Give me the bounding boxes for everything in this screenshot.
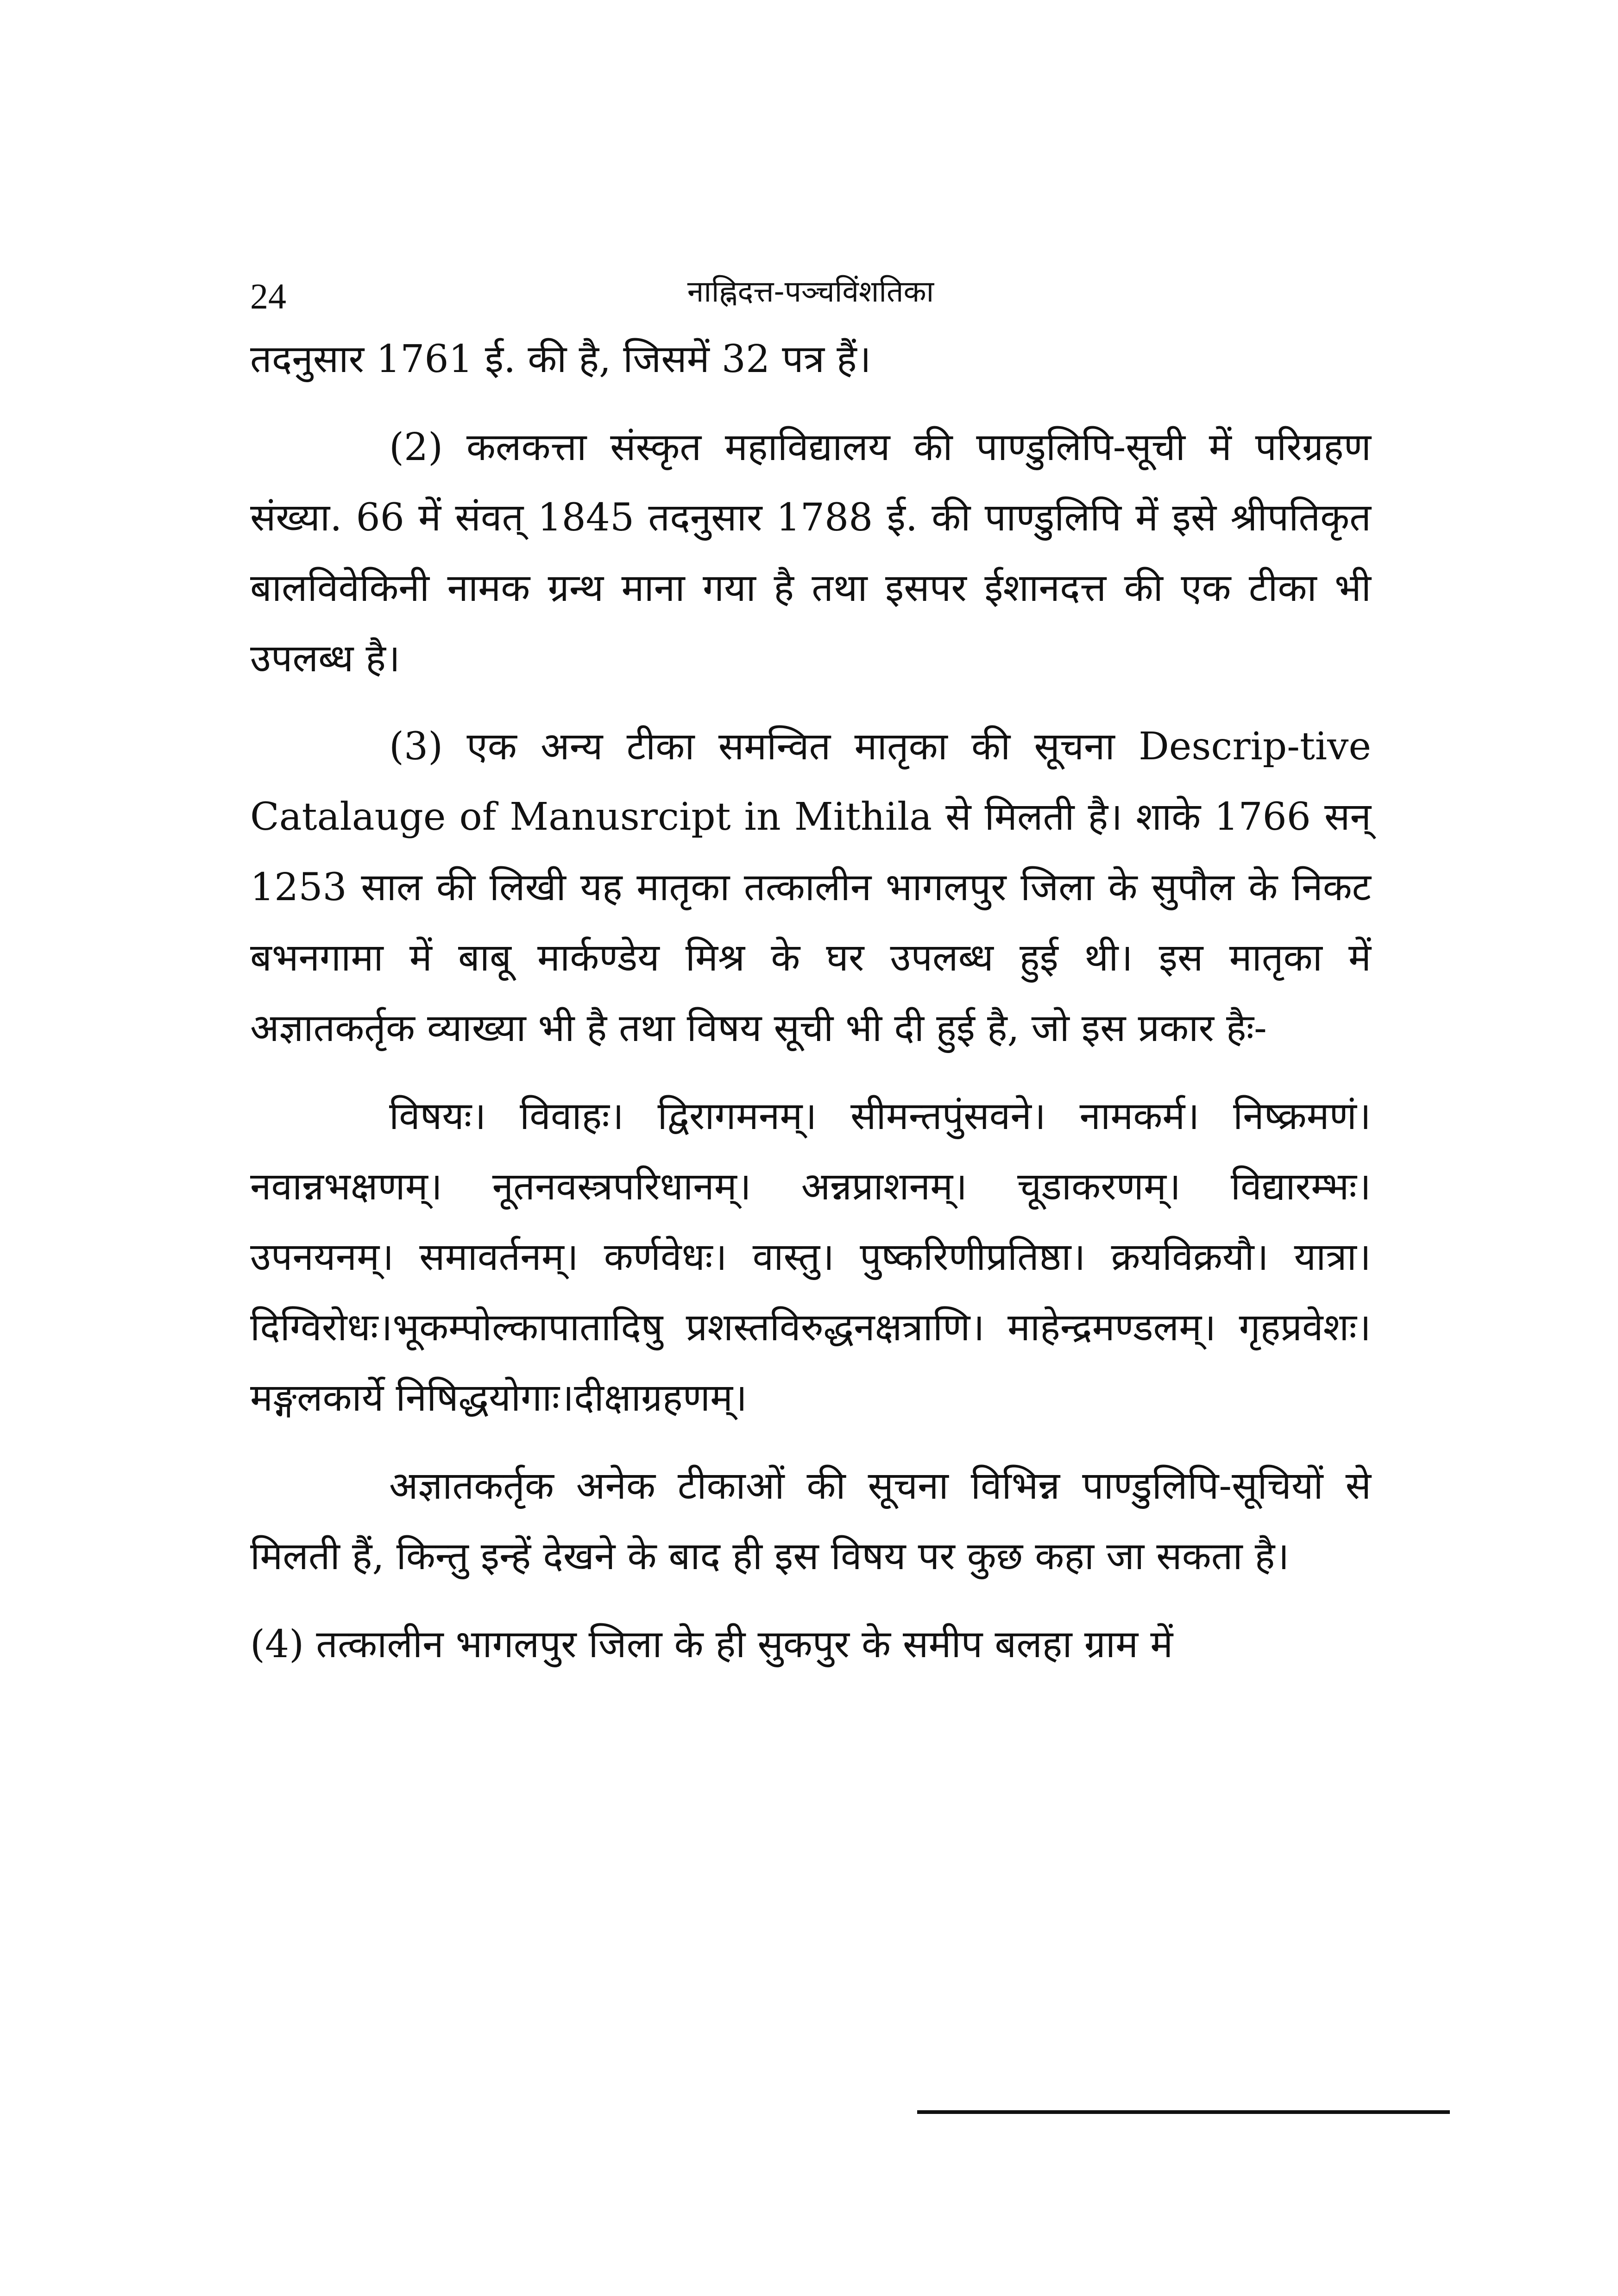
running-title: नाह्निदत्त-पञ्चविंशतिका	[687, 275, 934, 309]
page-number: 24	[250, 276, 286, 316]
paragraph-item-2: (2) कलकत्ता संस्कृत महाविद्यालय की पाण्डुलिपि-सूची में परिग्रहण संख्या. 66 में संवत् 1845 तदनुसार 1788 ई. की पाण्डुलिपि में इसे श्रीपतिकृत बालविवेकिनी नामक ग्रन्थ माना गया है तथा इसपर ईशानदत्त की एक टीका भी उपलब्ध है।	[250, 425, 1371, 681]
paragraph-item-4: (4) तत्कालीन भागलपुर जिला के ही सुकपुर के समीप बलहा ग्राम में	[250, 1622, 1173, 1666]
paragraph-topic-list: विषयः। विवाहः। द्विरागमनम्। सीमन्तपुंसवने। नामकर्म। निष्क्रमणं। नवान्नभक्षणम्। नूतनवस्त्रपरिधानम्। अन्नप्राशनम्। चूडाकरणम्। विद्यारम्भः। उपनयनम्। समावर्तनम्। कर्णवेधः। वास्तु। पुष्करिणीप्रतिष्ठा। क्रयविक्रयौ। यात्रा। दिग्विरोधः।भूकम्पोल्कापातादिषु प्रशस्तविरुद्धनक्षत्राणि। माहेन्द्रमण्डलम्। गृहप्रवेशः। मङ्गलकार्ये निषिद्धयोगाः।दीक्षाग्रहणम्।	[250, 1094, 1371, 1420]
paragraph-continuation: तदनुसार 1761 ई. की है, जिसमें 32 पत्र हैं।	[250, 337, 871, 381]
footnote-divider	[917, 2110, 1450, 2114]
paragraph-anonymous-commentaries: अज्ञातकर्तृक अनेक टीकाओं की सूचना विभिन्न पाण्डुलिपि-सूचियों से मिलती हैं, किन्तु इन्हें देखने के बाद ही इस विषय पर कुछ कहा जा सकता है।	[250, 1464, 1371, 1578]
page-header	[250, 264, 1371, 334]
body-text	[250, 324, 1371, 1680]
paragraph-item-3: (3) एक अन्य टीका समन्वित मातृका की सूचना Descrip-tive Catalauge of Manusrcipt in Mithila से मिलती है। शाके 1766 सन् 1253 साल की लिखी यह मातृका तत्कालीन भागलपुर जिला के सुपौल के निकट बभनगामा में बाबू मार्कण्डेय मिश्र के घर उपलब्ध हुई थी। इस मातृका में अज्ञातकर्तृक व्याख्या भी है तथा विषय सूची भी दी हुई है, जो इस प्रकार हैः-	[250, 725, 1371, 1050]
